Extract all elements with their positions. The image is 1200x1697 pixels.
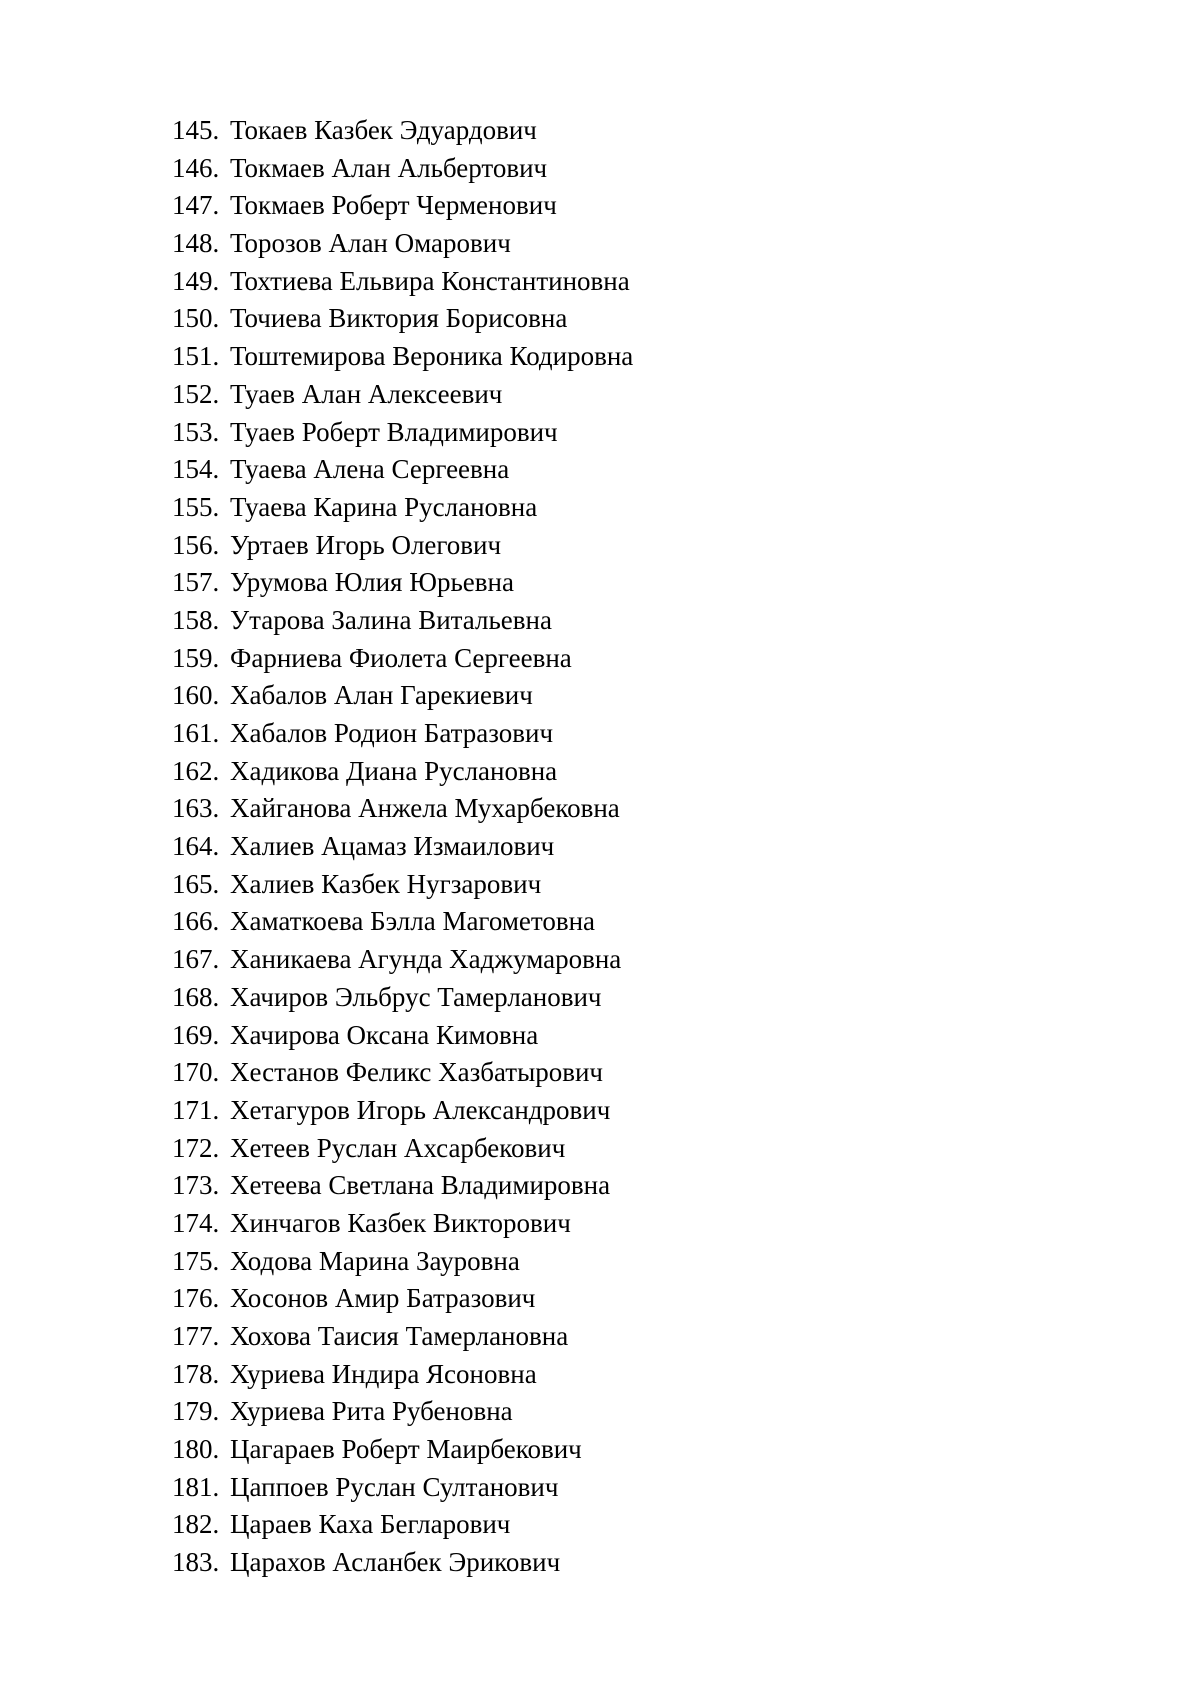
item-number: 164. <box>172 831 220 862</box>
item-number: 178. <box>172 1358 220 1389</box>
list-item <box>172 1506 1072 1544</box>
list-item <box>172 187 1072 225</box>
item-number: 161. <box>172 718 220 748</box>
item-number: 183. <box>172 1547 220 1578</box>
list-item <box>172 1054 1072 1092</box>
item-number: 180. <box>172 1434 220 1465</box>
list-item <box>172 1167 1072 1205</box>
person-name: Хосонов Амир Батразович <box>230 1283 536 1314</box>
person-name: Хачиров Эльбрус Тамерланович <box>230 981 602 1012</box>
item-number: 154. <box>172 454 220 485</box>
list-item <box>172 1393 1072 1431</box>
person-name: Хуриева Индира Ясоновна <box>230 1358 537 1389</box>
list-item <box>172 1280 1072 1318</box>
list-item <box>172 1469 1072 1507</box>
list-item <box>172 1130 1072 1168</box>
person-name: Туаев Алан Алексеевич <box>230 378 503 409</box>
list-item <box>172 979 1072 1017</box>
list-item <box>172 866 1072 904</box>
list-item <box>172 150 1072 188</box>
item-number: 174. <box>172 1207 220 1238</box>
list-item <box>172 715 1072 753</box>
list-item <box>172 225 1072 263</box>
item-number: 179. <box>172 1396 220 1427</box>
person-name: Хетагуров Игорь Александрович <box>230 1094 611 1125</box>
person-name: Ходова Марина Зауровна <box>230 1245 520 1276</box>
list-item <box>172 489 1072 527</box>
item-number: 148. <box>172 228 220 259</box>
person-name: Туаева Карина Руслановна <box>230 491 538 522</box>
item-number: 163. <box>172 793 220 824</box>
item-number: 151. <box>172 341 220 372</box>
list-item <box>172 903 1072 941</box>
person-name: Торозов Алан Омарович <box>230 228 511 259</box>
item-number: 155. <box>172 491 220 522</box>
list-item <box>172 414 1072 452</box>
person-name: Хуриева Рита Рубеновна <box>230 1396 513 1427</box>
person-name: Цараев Каха Бегларович <box>230 1509 511 1540</box>
item-number: 171. <box>172 1094 220 1125</box>
list-item <box>172 1431 1072 1469</box>
item-number: 147. <box>172 190 220 221</box>
item-number: 173. <box>172 1170 220 1201</box>
person-name: Уртаев Игорь Олегович <box>230 529 502 560</box>
list-item <box>172 790 1072 828</box>
person-name: Токаев Казбек Эдуардович <box>230 115 537 145</box>
item-number: 170. <box>172 1057 220 1088</box>
item-number: 162. <box>172 755 220 786</box>
person-name: Хестанов Феликс Хазбатырович <box>230 1057 604 1088</box>
person-name: Утарова Залина Витальевна <box>230 604 552 635</box>
person-name: Хинчагов Казбек Викторович <box>230 1207 571 1238</box>
person-name: Фарниева Фиолета Сергеевна <box>230 642 572 673</box>
item-number: 167. <box>172 944 220 975</box>
person-name: Хачирова Оксана Кимовна <box>230 1019 539 1050</box>
item-number: 159. <box>172 642 220 673</box>
person-name: Царахов Асланбек Эрикович <box>230 1547 561 1578</box>
item-number: 172. <box>172 1132 220 1163</box>
list-item <box>172 677 1072 715</box>
item-number: 181. <box>172 1471 220 1502</box>
list-item <box>172 564 1072 602</box>
name-list <box>172 112 1072 1582</box>
list-item <box>172 828 1072 866</box>
person-name: Туаева Алена Сергеевна <box>230 454 510 485</box>
item-number: 153. <box>172 416 220 447</box>
list-item <box>172 1356 1072 1394</box>
list-item <box>172 602 1072 640</box>
person-name: Хадикова Диана Руслановна <box>230 755 558 786</box>
list-item <box>172 527 1072 565</box>
item-number: 175. <box>172 1245 220 1276</box>
item-number: 169. <box>172 1019 220 1050</box>
person-name: Тоштемирова Вероника Кодировна <box>230 341 634 372</box>
list-item <box>172 1017 1072 1055</box>
person-name: Цаппоев Руслан Султанович <box>230 1471 559 1502</box>
person-name: Ханикаева Агунда Хаджумаровна <box>230 944 622 975</box>
person-name: Хабалов Алан Гарекиевич <box>230 680 533 711</box>
person-name: Цагараев Роберт Маирбекович <box>230 1434 582 1465</box>
person-name: Точиева Виктория Борисовна <box>230 303 568 334</box>
item-number: 177. <box>172 1321 220 1351</box>
item-number: 157. <box>172 567 220 598</box>
item-number: 145. <box>172 115 220 145</box>
person-name: Хохова Таисия Тамерлановна <box>230 1321 569 1351</box>
person-name: Хайганова Анжела Мухарбековна <box>230 793 620 824</box>
list-item <box>172 338 1072 376</box>
person-name: Токмаев Роберт Черменович <box>230 190 557 221</box>
person-name: Урумова Юлия Юрьевна <box>230 567 514 598</box>
list-item <box>172 640 1072 678</box>
item-number: 166. <box>172 906 220 937</box>
item-number: 160. <box>172 680 220 711</box>
person-name: Хабалов Родион Батразович <box>230 718 554 748</box>
item-number: 182. <box>172 1509 220 1540</box>
item-number: 152. <box>172 378 220 409</box>
list-item <box>172 263 1072 301</box>
list-item <box>172 1544 1072 1582</box>
list-item <box>172 1243 1072 1281</box>
list-item <box>172 300 1072 338</box>
list-item <box>172 1092 1072 1130</box>
item-number: 176. <box>172 1283 220 1314</box>
item-number: 158. <box>172 604 220 635</box>
list-item <box>172 941 1072 979</box>
list-item <box>172 753 1072 791</box>
list-item <box>172 1205 1072 1243</box>
person-name: Халиев Ацамаз Измаилович <box>230 831 555 862</box>
person-name: Тохтиева Ельвира Константиновна <box>230 265 630 296</box>
list-item <box>172 451 1072 489</box>
person-name: Токмаев Алан Альбертович <box>230 152 548 183</box>
list-item <box>172 1318 1072 1356</box>
item-number: 165. <box>172 868 220 899</box>
item-number: 156. <box>172 529 220 560</box>
person-name: Халиев Казбек Нугзарович <box>230 868 542 899</box>
item-number: 146. <box>172 152 220 183</box>
person-name: Хетеев Руслан Ахсарбекович <box>230 1132 566 1163</box>
list-item <box>172 112 1072 150</box>
person-name: Хаматкоева Бэлла Магометовна <box>230 906 596 937</box>
item-number: 168. <box>172 981 220 1012</box>
person-name: Туаев Роберт Владимирович <box>230 416 558 447</box>
person-name: Хетеева Светлана Владимировна <box>230 1170 611 1201</box>
list-item <box>172 376 1072 414</box>
item-number: 149. <box>172 265 220 296</box>
item-number: 150. <box>172 303 220 334</box>
